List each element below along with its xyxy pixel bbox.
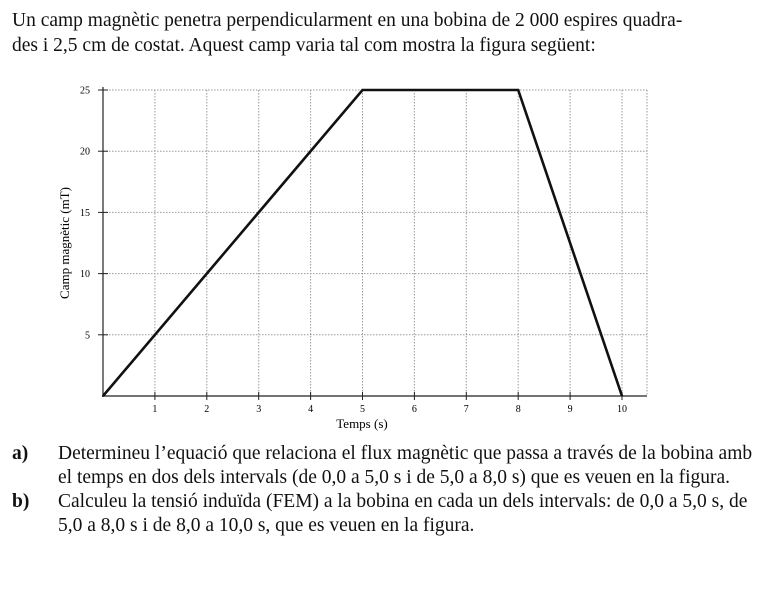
x-tick-label-9: 9 xyxy=(567,404,573,415)
question-a-text: Determineu l’equació que relaciona el flux magnètic que passa a través de la bobina amb el temps en dos dels intervals (de 0,0 a 5,0 s i de 5,0 a 8,0 s) que es veuen en la figura. xyxy=(58,443,753,488)
y-tick-label-20: 20 xyxy=(80,146,90,158)
x-tick-label-10: 10 xyxy=(617,404,627,415)
x-tick-label-2: 2 xyxy=(204,404,210,415)
x-tick-label-7: 7 xyxy=(463,404,469,415)
y-tick-label-25: 25 xyxy=(80,85,90,97)
x-tick-label-8: 8 xyxy=(515,404,521,415)
x-tick-label-4: 4 xyxy=(308,404,314,415)
x-axis-label: Temps (s) xyxy=(336,416,388,431)
y-tick-label-5: 5 xyxy=(85,330,90,342)
intro-line-1: Un camp magnètic penetra perpendicularment en una bobina de 2 000 espires quadra- xyxy=(12,10,683,31)
intro-line-2: des i 2,5 cm de costat. Aquest camp varia tal com mostra la figura següent: xyxy=(12,35,596,56)
chart-grid xyxy=(103,90,647,396)
x-tick-label-1: 1 xyxy=(152,404,158,415)
chart-axes xyxy=(102,87,647,397)
x-tick-label-3: 3 xyxy=(256,404,262,415)
y-axis-label: Camp magnètic (mT) xyxy=(57,187,72,299)
question-a-label: a) xyxy=(12,443,29,464)
question-b xyxy=(12,490,764,538)
y-tick-label-15: 15 xyxy=(80,207,90,219)
question-a xyxy=(12,442,764,490)
y-tick-label-10: 10 xyxy=(80,269,90,281)
questions-list xyxy=(12,442,764,538)
x-tick-label-5: 5 xyxy=(360,404,365,415)
question-b-text: Calculeu la tensió induïda (FEM) a la bobina en cada un dels intervals: de 0,0 a 5,0 s, de 5,0 a 8,0 s i de 8,0 a 10,0 s, que es veuen en la figura. xyxy=(58,491,748,536)
x-tick-label-6: 6 xyxy=(411,404,417,415)
chart-ticks xyxy=(80,86,627,416)
question-b-label: b) xyxy=(12,491,30,512)
